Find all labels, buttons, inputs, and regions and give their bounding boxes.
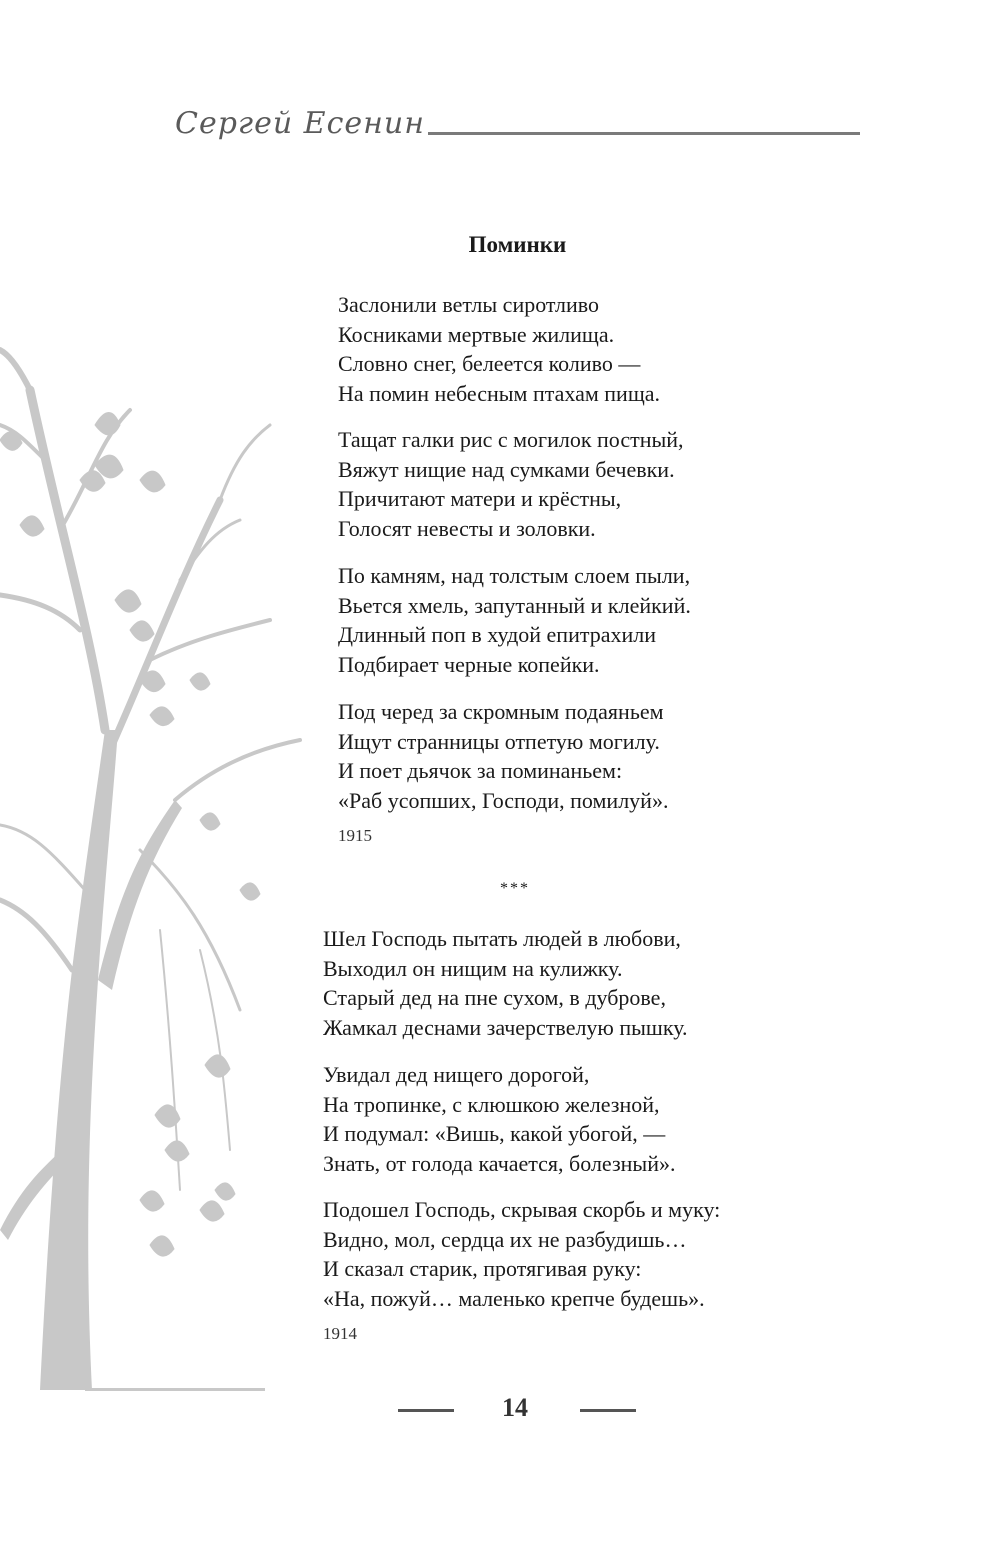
running-header bbox=[175, 100, 865, 160]
verse-line: Выходил он нищим на кулижку. bbox=[323, 955, 623, 981]
footer-rule-left bbox=[398, 1409, 454, 1412]
stanza bbox=[338, 697, 668, 815]
verse-line: По камням, над толстым слоем пыли, bbox=[338, 563, 691, 588]
verse-line: «На, пожуй… маленько крепче будешь». bbox=[323, 1285, 705, 1311]
verse-line: «Раб усопших, Господи, помилуй». bbox=[338, 787, 669, 813]
poem-year: 1915 bbox=[338, 826, 372, 845]
verse-line: И подумал: «Вишь, какой убогой, — bbox=[323, 1121, 666, 1146]
verse-line: Длинный поп в худой епитрахили bbox=[338, 622, 657, 647]
verse-line: Видно, мол, сердца их не разбудишь… bbox=[323, 1226, 687, 1252]
verse-line: Тащат галки рис с могилок постный, bbox=[338, 427, 684, 452]
stanza bbox=[323, 1060, 675, 1178]
author-signature: Сергей Есенин bbox=[175, 106, 425, 141]
stanza bbox=[323, 924, 688, 1042]
footer-rule-right bbox=[580, 1409, 636, 1412]
verse-line: Подошел Господь, скрывая скорбь и муку: bbox=[323, 1197, 721, 1222]
verse-line: Ищут странницы отпетую могилу. bbox=[338, 728, 660, 754]
birch-tree-illustration bbox=[0, 330, 330, 1400]
poem-separator: *** bbox=[500, 880, 530, 897]
verse-line: Голосят невесты и золовки. bbox=[338, 515, 596, 541]
verse-line: Увидал дед нищего дорогой, bbox=[323, 1062, 590, 1087]
verse-line: Под черед за скромным подаяньем bbox=[338, 699, 664, 724]
verse-line: На тропинке, с клюшкою железной, bbox=[323, 1091, 660, 1117]
verse-line: Словно снег, белеется коливо — bbox=[338, 351, 641, 376]
poem-title: Поминки bbox=[468, 232, 567, 257]
verse-line: И поет дьячок за поминаньем: bbox=[338, 758, 623, 783]
verse-line: Косниками мертвые жилища. bbox=[338, 321, 615, 347]
verse-line: Шел Господь пытать людей в любови, bbox=[323, 926, 681, 951]
verse-line: Подбирает черные копейки. bbox=[338, 651, 600, 677]
verse-line: Жамкал деснами зачерствелую пышку. bbox=[323, 1014, 688, 1040]
verse-line: Причитают матери и крёстны, bbox=[338, 486, 622, 511]
verse-line: Вьется хмель, запутанный и клейкий. bbox=[338, 592, 691, 618]
stanza bbox=[338, 425, 684, 543]
verse-line: На помин небесным птахам пища. bbox=[338, 380, 661, 406]
verse-line: Знать, от голода качается, болезный». bbox=[323, 1150, 676, 1176]
stanza bbox=[338, 290, 660, 408]
stanza bbox=[323, 1195, 720, 1313]
verse-line: И сказал старик, протягивая руку: bbox=[323, 1256, 642, 1281]
stanza bbox=[338, 561, 691, 679]
verse-line: Старый дед на пне сухом, в дуброве, bbox=[323, 985, 666, 1010]
page-number: 14 bbox=[502, 1393, 528, 1422]
poem-year: 1914 bbox=[323, 1324, 357, 1343]
verse-line: Вяжут нищие над сумками бечевки. bbox=[338, 456, 675, 482]
verse-line: Заслонили ветлы сиротливо bbox=[338, 292, 599, 317]
header-rule bbox=[428, 132, 860, 135]
